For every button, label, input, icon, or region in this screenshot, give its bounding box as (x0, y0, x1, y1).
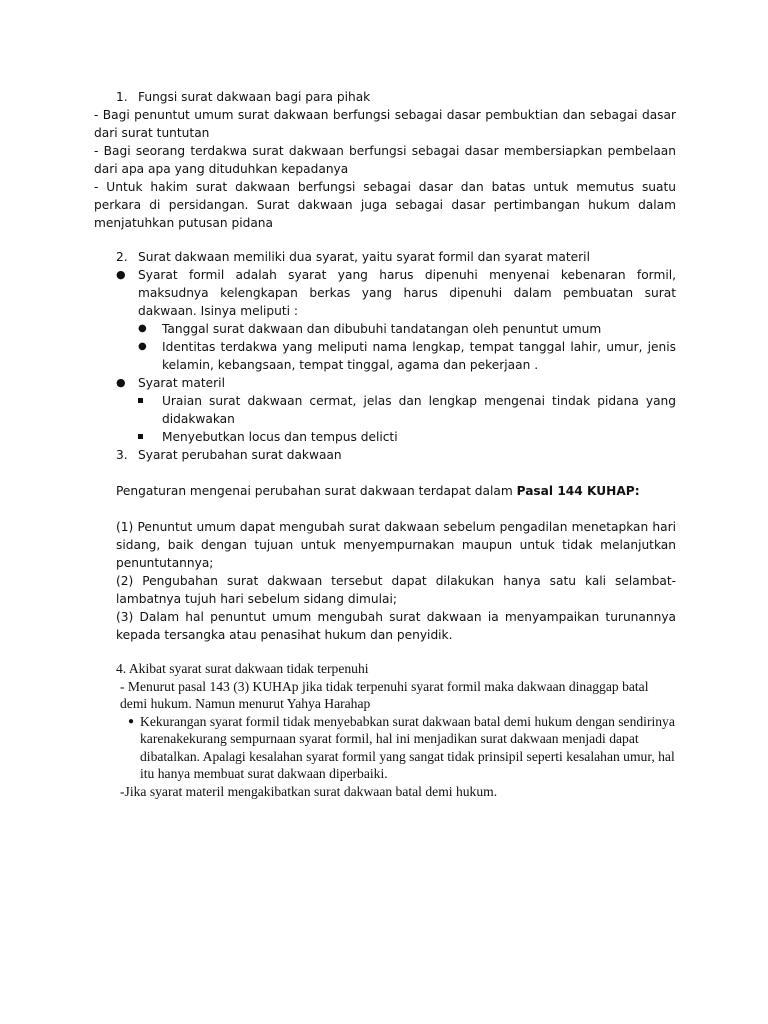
section-3-point (116, 518, 676, 572)
point-text: Dalam hal penuntut umum mengubah surat dakwaan ia menyampaikan turunannya kepada tersangka atau penasihat hukum dan penyidik. (116, 610, 676, 642)
bullet-icon: ● (138, 341, 147, 352)
formil-subitem-text: Tanggal surat dakwaan dan dibubuhi tandatangan oleh penuntut umum (162, 322, 602, 336)
materil-subitem-text: Uraian surat dakwaan cermat, jelas dan lengkap mengenai tindak pidana yang didakwakan (162, 394, 676, 426)
formil-subitem-text: Identitas terdakwa yang meliputi nama lengkap, tempat tanggal lahir, umur, jenis kelamin, kebangsaan, tempat tinggal, agama dan pekerjaan . (162, 340, 676, 372)
section-1-heading (94, 88, 676, 106)
section-3-intro (116, 482, 676, 500)
materil-subitem (138, 392, 676, 428)
section-3-intro-text: Pengaturan mengenai perubahan surat dakwaan terdapat dalam (116, 484, 517, 498)
section-4 (116, 660, 676, 800)
formil-bullet (116, 266, 676, 320)
point-text: Pengubahan surat dakwaan tersebut dapat dilakukan hanya satu kali selambat-lambatnya tujuh hari sebelum sidang dimulai; (116, 574, 677, 606)
materil-subitem (138, 428, 676, 446)
section-3 (116, 482, 676, 644)
materil-bullet (116, 374, 676, 392)
section-4-heading: 4. Akibat syarat surat dakwaan tidak terpenuhi (116, 661, 369, 676)
bullet-icon: ● (138, 323, 147, 334)
square-bullet-icon (138, 428, 162, 446)
section-1 (94, 88, 676, 232)
formil-subitem (138, 338, 676, 374)
section-1-title: Fungsi surat dakwaan bagi para pihak (138, 90, 371, 104)
materil-subitem-text: Menyebutkan locus dan tempus delicti (162, 430, 398, 444)
section-2-title: Surat dakwaan memiliki dua syarat, yaitu syarat formil dan syarat materil (138, 250, 590, 264)
section-1-number: 1. (116, 90, 128, 104)
formil-subitem (138, 320, 676, 338)
formil-text: Syarat formil adalah syarat yang harus dipenuhi menyenai kebenaran formil, maksudnya kelengkapan berkas yang harus dipenuhi dalam pembuatan surat dakwaan. Isinya meliputi : (138, 268, 676, 318)
section-2 (94, 248, 676, 464)
bullet-icon: ● (128, 715, 135, 727)
bullet-icon: ● (116, 376, 126, 389)
section-4-bullet (116, 713, 676, 783)
section-1-item: - Untuk hakim surat dakwaan berfungsi sebagai dasar dan batas untuk memutus suatu perkara di persidangan. Surat dakwaan juga sebagai dasar pertimbangan hukum dalam menjatuhkan putusan pidana (94, 180, 676, 230)
section-4-line: - Menurut pasal 143 (3) KUHAp jika tidak terpenuhi syarat formil maka dakwaan dinaggap batal demi hukum. Namun menurut Yahya Harahap (120, 678, 649, 711)
section-4-bullet-text: Kekurangan syarat formil tidak menyebabkan surat dakwaan batal demi hukum dengan sendirinya karenakekurang sempurnaan syarat formil, hal ini menjadikan surat dakwaan menjadi dapat dibatalkan. Apalagi kesalahan syarat formil yang sangat tidak prinsipil seperti kesalahan umur, hal itu hanya membuat surat dakwaan diperbaiki. (140, 713, 675, 781)
section-3-intro-bold: Pasal 144 KUHAP: (516, 484, 640, 498)
section-3-point (116, 608, 676, 644)
section-2-number: 2. (116, 250, 128, 264)
point-number: (1) (116, 520, 134, 534)
point-number: (3) (116, 610, 134, 624)
section-3-number: 3. (116, 448, 128, 462)
section-1-item: - Bagi seorang terdakwa surat dakwaan berfungsi sebagai dasar membersiapkan pembelaan dari apa apa yang dituduhkan kepadanya (94, 144, 676, 176)
point-number: (2) (116, 574, 134, 588)
section-3-title: Syarat perubahan surat dakwaan (138, 448, 342, 462)
bullet-icon: ● (116, 268, 126, 281)
section-4-line: -Jika syarat materil mengakibatkan surat dakwaan batal demi hukum. (120, 783, 498, 799)
section-2-heading (94, 248, 676, 266)
materil-text: Syarat materil (138, 376, 225, 390)
section-3-point (116, 572, 676, 608)
point-text: Penuntut umum dapat mengubah surat dakwaan sebelum pengadilan menetapkan hari sidang, baik dengan tujuan untuk menyempurnakan maupun untuk tidak melanjutkan penuntutannya; (116, 520, 677, 570)
square-bullet-icon (138, 392, 162, 428)
section-1-item: - Bagi penuntut umum surat dakwaan berfungsi sebagai dasar pembuktian dan sebagai dasar dari surat tuntutan (94, 108, 676, 140)
section-3-heading (94, 446, 676, 464)
